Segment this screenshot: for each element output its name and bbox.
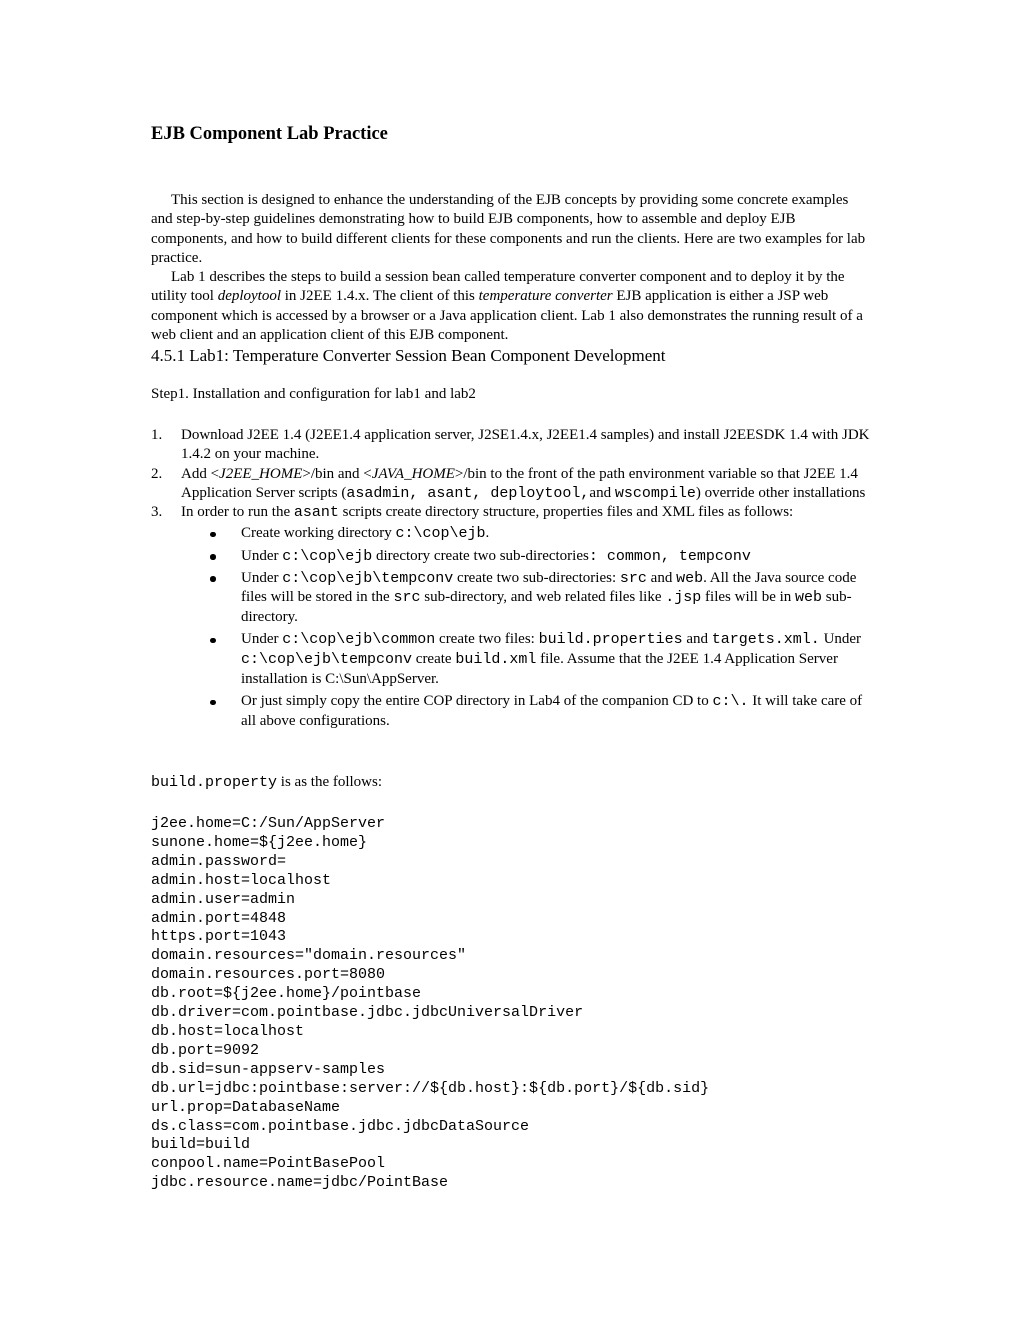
code-line: url.prop=DatabaseName [151, 1098, 341, 1116]
bullet-text: Under [241, 547, 283, 564]
intro-section [151, 191, 873, 345]
bullet-icon [210, 554, 216, 560]
path-text: c:\. [712, 693, 749, 711]
intro-text: EJB application is either a JSP web component which is accessed by a browser or a Java application client. Lab 1 also demonstrates the running result of a web client and an application client of this EJB component. [151, 288, 863, 344]
bullet-text: Or just simply copy the entire COP directory in Lab4 of the companion CD to [241, 693, 713, 710]
step-text: >/bin and < [302, 465, 372, 482]
code-line: domain.resources.port=8080 [151, 966, 386, 984]
code-line: jdbc.resource.name=jdbc/PointBase [151, 1174, 449, 1192]
jsp-ext: .jsp [665, 589, 702, 607]
intro-paragraph-2 [151, 268, 873, 345]
step-text: >/bin to the front of the path environment variable so that J2EE 1.4 Application Server scripts ( [181, 465, 858, 501]
bullet-text: files will be in [701, 589, 796, 606]
code-line: admin.host=localhost [151, 871, 332, 889]
bullet-item [241, 630, 873, 689]
bullet-text: directory create two sub-directories [372, 547, 589, 564]
bullet-item [241, 547, 873, 567]
page-title: EJB Component Lab Practice [151, 124, 388, 144]
bullet-text: create [412, 651, 456, 668]
step-item-3 [151, 503, 873, 731]
bullet-text: . [485, 525, 490, 542]
file-name: build.property [151, 774, 278, 791]
path-text: c:\cop\ejb [395, 525, 486, 543]
asant-name: asant [293, 504, 339, 522]
script-names: asadmin, asant, deploytool, [346, 484, 590, 502]
bullet-icon [210, 576, 216, 582]
bullet-text: sub-directory. [241, 589, 852, 626]
web-dir: web [676, 569, 704, 587]
bullet-text: create two sub-directories: [453, 569, 620, 586]
path-text: c:\cop\ejb [282, 547, 373, 565]
bullet-text: and [682, 631, 712, 648]
path-text: c:\cop\ejb\common [282, 631, 436, 649]
wscompile-name: wscompile [614, 484, 696, 502]
step-text: Add < [181, 465, 220, 482]
step-item-1 [151, 426, 873, 465]
step-text: Download J2EE 1.4 (J2EE1.4 application server, J2SE1.4.x, J2EE1.4 samples) and install J2EESDK 1.4 with JDK 1.4.2 on your machine. [181, 427, 870, 463]
bullet-text: Create working directory [241, 525, 396, 542]
code-line: build=build [151, 1136, 251, 1154]
web-dir: web [795, 589, 823, 607]
code-line: db.host=localhost [151, 1022, 305, 1040]
bullet-list [181, 524, 873, 731]
intro-paragraph-1: This section is designed to enhance the understanding of the EJB concepts by providing some concrete examples and step-by-step guidelines demonstrating how to build EJB components, how to assemble and deploy EJB components, and how to build different clients for these components and run the clients. Here are two examples for lab practice. [151, 192, 866, 266]
bullet-icon [210, 700, 216, 706]
step-number: 2. [151, 465, 163, 482]
step-text: and [589, 484, 615, 501]
file-name: build.properties [538, 631, 683, 649]
dir-names: : common, tempconv [588, 547, 751, 565]
intro-text: is as the follows: [277, 774, 383, 790]
temperature-converter-term: temperature converter [478, 288, 613, 305]
step-number: 1. [151, 427, 163, 443]
src-dir: src [619, 569, 647, 587]
bullet-text: file. Assume that the J2EE 1.4 Application Server installation is C:\Sun\AppServer. [241, 651, 838, 687]
bullet-item [241, 692, 873, 732]
bullet-text: Under [241, 631, 283, 648]
step-text: ) override other installations [695, 484, 866, 501]
java-home-var: JAVA_HOME [371, 465, 455, 482]
step-number: 3. [151, 504, 163, 521]
bullet-text: It will take care of all above configurations. [241, 693, 863, 729]
intro-text: in J2EE 1.4.x. The client of this [281, 288, 479, 305]
code-line: https.port=1043 [151, 928, 287, 946]
code-line: ds.class=com.pointbase.jdbc.jdbcDataSource [151, 1117, 530, 1135]
bullet-icon [210, 638, 216, 644]
code-line: admin.port=4848 [151, 909, 287, 927]
step-text: scripts create directory structure, properties files and XML files as follows: [338, 504, 794, 521]
code-line: db.url=jdbc:pointbase:server://${db.host}:${db.port}/${db.sid} [151, 1079, 710, 1097]
step-item-2 [151, 465, 873, 504]
bullet-text: Under [819, 631, 862, 648]
intro-text: Lab 1 describes the steps to build a session bean called temperature converter component and to deploy it by the utility tool [151, 269, 845, 305]
code-line: j2ee.home=C:/Sun/AppServer [151, 815, 386, 832]
bullet-text: and [646, 569, 677, 586]
code-line: domain.resources="domain.resources" [151, 947, 467, 965]
code-line: admin.password= [151, 852, 287, 870]
bullet-text: . All the Java source code files will be stored in the [241, 569, 857, 606]
deploytool-term: deploytool [217, 288, 282, 305]
path-text: c:\cop\ejb\tempconv [241, 651, 413, 669]
code-block [151, 815, 709, 1193]
code-line: db.root=${j2ee.home}/pointbase [151, 985, 422, 1003]
src-dir: src [393, 589, 421, 607]
bullet-icon [210, 532, 216, 538]
j2ee-home-var: J2EE_HOME [219, 465, 303, 482]
step-text: In order to run the [181, 504, 294, 521]
file-name: targets.xml. [711, 631, 820, 649]
file-name: build.xml [455, 651, 537, 669]
code-line: sunone.home=${j2ee.home} [151, 833, 368, 851]
code-line: conpool.name=PointBasePool [151, 1155, 386, 1173]
steps-list [151, 426, 873, 734]
path-text: c:\cop\ejb\tempconv [282, 569, 454, 587]
build-property-intro [151, 773, 382, 792]
step1-heading: Step1. Installation and configuration for lab1 and lab2 [151, 386, 476, 402]
bullet-item [241, 524, 873, 544]
bullet-text: Under [241, 569, 283, 586]
bullet-text: sub-directory, and web related files like [420, 589, 666, 606]
code-line: admin.user=admin [151, 890, 296, 908]
code-line: db.driver=com.pointbase.jdbc.jdbcUniversalDriver [151, 1004, 584, 1022]
bullet-item [241, 569, 873, 628]
code-line: db.port=9092 [151, 1041, 260, 1059]
bullet-text: create two files: [435, 631, 539, 648]
code-line: db.sid=sun-appserv-samples [151, 1060, 386, 1078]
section-heading: 4.5.1 Lab1: Temperature Converter Session Bean Component Development [151, 346, 666, 365]
